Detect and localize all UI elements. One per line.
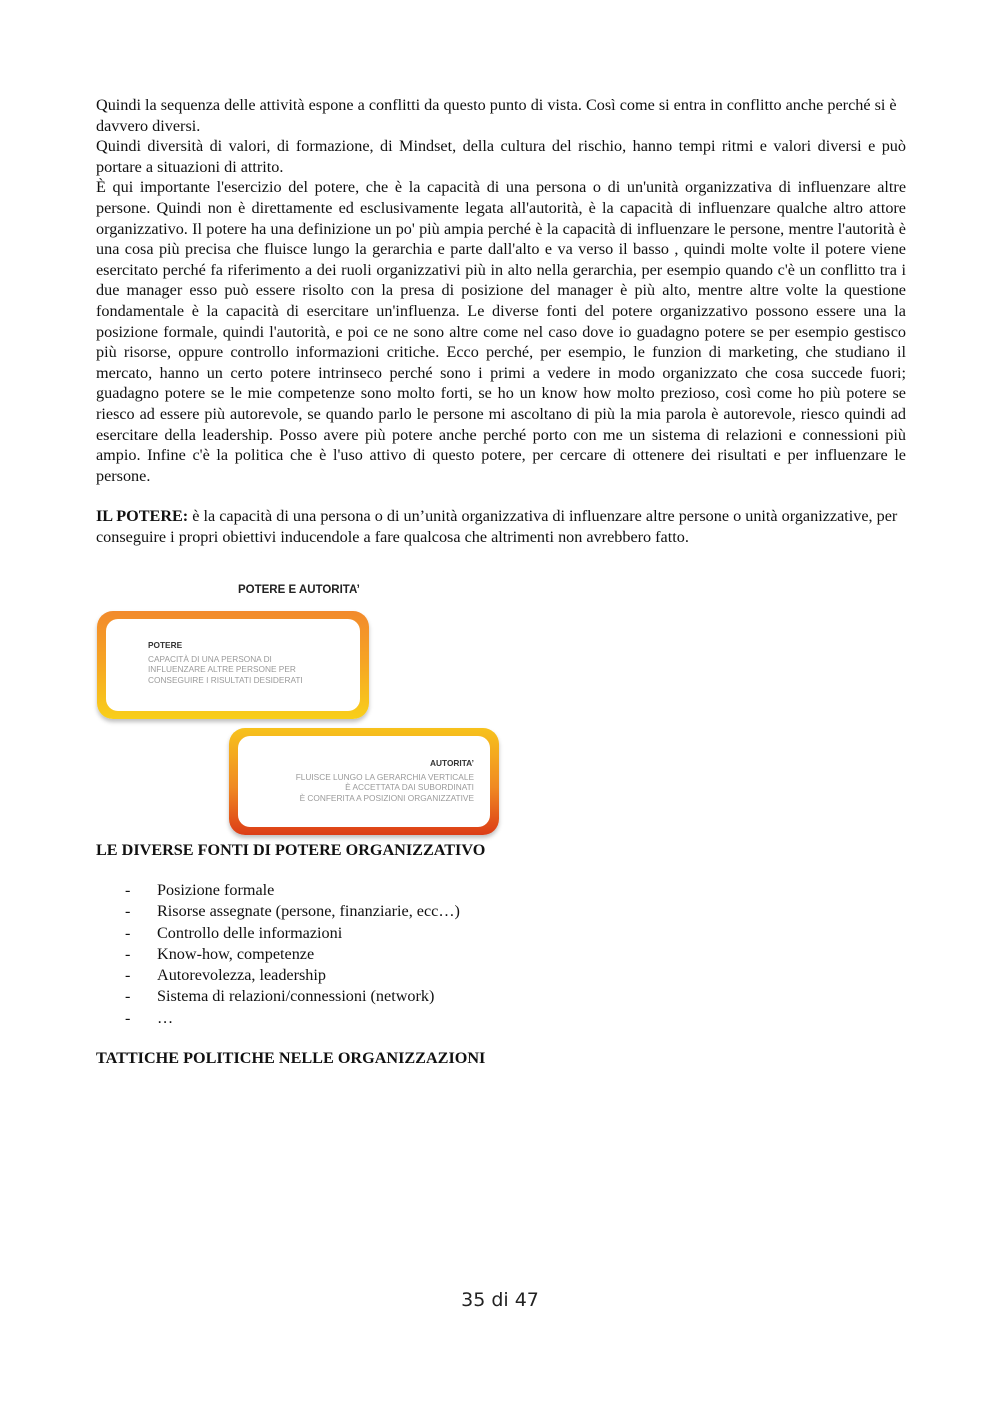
autorita-box-content	[238, 736, 490, 827]
autorita-heading: AUTORITA’	[430, 758, 474, 768]
list-item	[96, 986, 460, 1007]
potere-heading: POTERE	[148, 640, 183, 650]
autorita-line: È CONFERITA A POSIZIONI ORGANIZZATIVE	[299, 792, 474, 803]
potere-box	[97, 611, 369, 719]
list-item	[96, 1008, 460, 1029]
list-item-text: Controllo delle informazioni	[157, 923, 343, 942]
list-item	[96, 965, 460, 986]
definition-term: IL POTERE:	[96, 507, 189, 526]
list-item-text: Risorse assegnate (persone, finanziarie, ecc…)	[157, 902, 460, 921]
list-item-text: Sistema di relazioni/connessioni (network)	[157, 987, 435, 1006]
potere-line: CAPACITÀ DI UNA PERSONA DI	[148, 653, 272, 664]
list-bullet: -	[125, 966, 131, 985]
definition-text: è la capacità di una persona o di un’unità organizzativa di influenzare altre persone o unità organizzative, per conseguire i propri obiettivi inducendole a fare qualcosa che altrimenti non avrebbero fatto.	[96, 507, 898, 546]
paragraph: Quindi la sequenza delle attività espone a conflitti da questo punto di vista. Così come si entra in conflitto anche perché si è davvero diversi.	[96, 96, 897, 135]
list-bullet: -	[125, 923, 131, 942]
potere-box-content	[106, 619, 360, 711]
list-item	[96, 944, 460, 965]
autorita-line: FLUISCE LUNGO LA GERARCHIA VERTICALE	[295, 771, 474, 782]
list-bullet: -	[125, 881, 131, 899]
diagram-title: POTERE E AUTORITA’	[238, 584, 360, 596]
fonti-list	[96, 880, 460, 1029]
definition-paragraph	[96, 506, 906, 547]
list-item	[96, 923, 460, 944]
autorita-box	[229, 728, 499, 835]
potere-line: CONSEGUIRE I RISULTATI DESIDERATI	[148, 674, 303, 685]
section-heading-fonti: LE DIVERSE FONTI DI POTERE ORGANIZZATIVO	[96, 841, 486, 859]
list-item-text: Know-how, competenze	[157, 944, 315, 963]
list-bullet: -	[125, 902, 131, 921]
potere-line: INFLUENZARE ALTRE PERSONE PER	[148, 664, 296, 674]
list-bullet: -	[125, 944, 131, 963]
paragraph: Quindi diversità di valori, di formazione, di Mindset, della cultura del rischio, hanno tempi ritmi e valori diversi e può portare a situazioni di attrito.	[96, 137, 906, 176]
potere-autorita-diagram	[96, 581, 506, 839]
autorita-line: È ACCETTATA DAI SUBORDINATI	[345, 782, 474, 792]
body-text	[96, 95, 906, 547]
list-bullet: -	[125, 1008, 131, 1027]
list-bullet: -	[125, 987, 131, 1006]
list-item-text: …	[157, 1008, 174, 1027]
page-number: 35 di 47	[461, 1289, 539, 1311]
list-item-text: Autorevolezza, leadership	[157, 966, 326, 985]
list-item-text: Posizione formale	[157, 881, 275, 899]
list-item	[96, 901, 460, 922]
section-heading-tattiche: TATTICHE POLITICHE NELLE ORGANIZZAZIONI	[96, 1049, 486, 1067]
list-item	[96, 880, 460, 901]
paragraph: È qui importante l'esercizio del potere, che è la capacità di una persona o di un'unità organizzativa di influenzare altre persone. Quindi non è direttamente ed esclusivamente legata all'autorità, è la capacità di influenzare qualche altro attore organizzativo. Il potere ha una definizione un po' più ampia perché è la capacità di influenzare le persone, mentre l'autorità è una cosa più precisa che fluisce lungo la gerarchia e parte dall'alto e va verso il basso , quindi molte volte il potere viene esercitato perché fa riferimento a dei ruoli organizzativi più in alto nella gerarchia, per esempio quando c'è un conflitto tra i due manager esso può essere risolto con la presa di posizione del manager è più alto, mentre altre volte la questione fondamentale è la capacità di esercitare un'influenza. Le diverse fonti del potere organizzativo possono essere una la posizione formale, quindi l'autorità, e poi ce ne sono altre come nel caso dove io guadagno potere se per esempio gestisco più risorse, oppure controllo informazioni critiche. Ecco perché, per esempio, le funzion di marketing, che studiano il mercato, hanno un certo potere intrinseco perché sono i primi a vedere in modo organizzato che cosa succede fuori; guadagno potere se le mie competenze sono molto forti, se ho un know how molto prezioso, così come ho più potere se riesco ad essere più autorevole, se quando parlo le persone mi ascoltano di più la mia parola è autorevole, riesco quindi ad esercitare della leadership. Posso avere più potere anche perché porto con me un sistema di relazioni e connessioni più ampio. Infine c'è la politica che è l'uso attivo di questo potere, per cercare di ottenere dei risultati e per influenzare le persone.	[96, 178, 906, 485]
